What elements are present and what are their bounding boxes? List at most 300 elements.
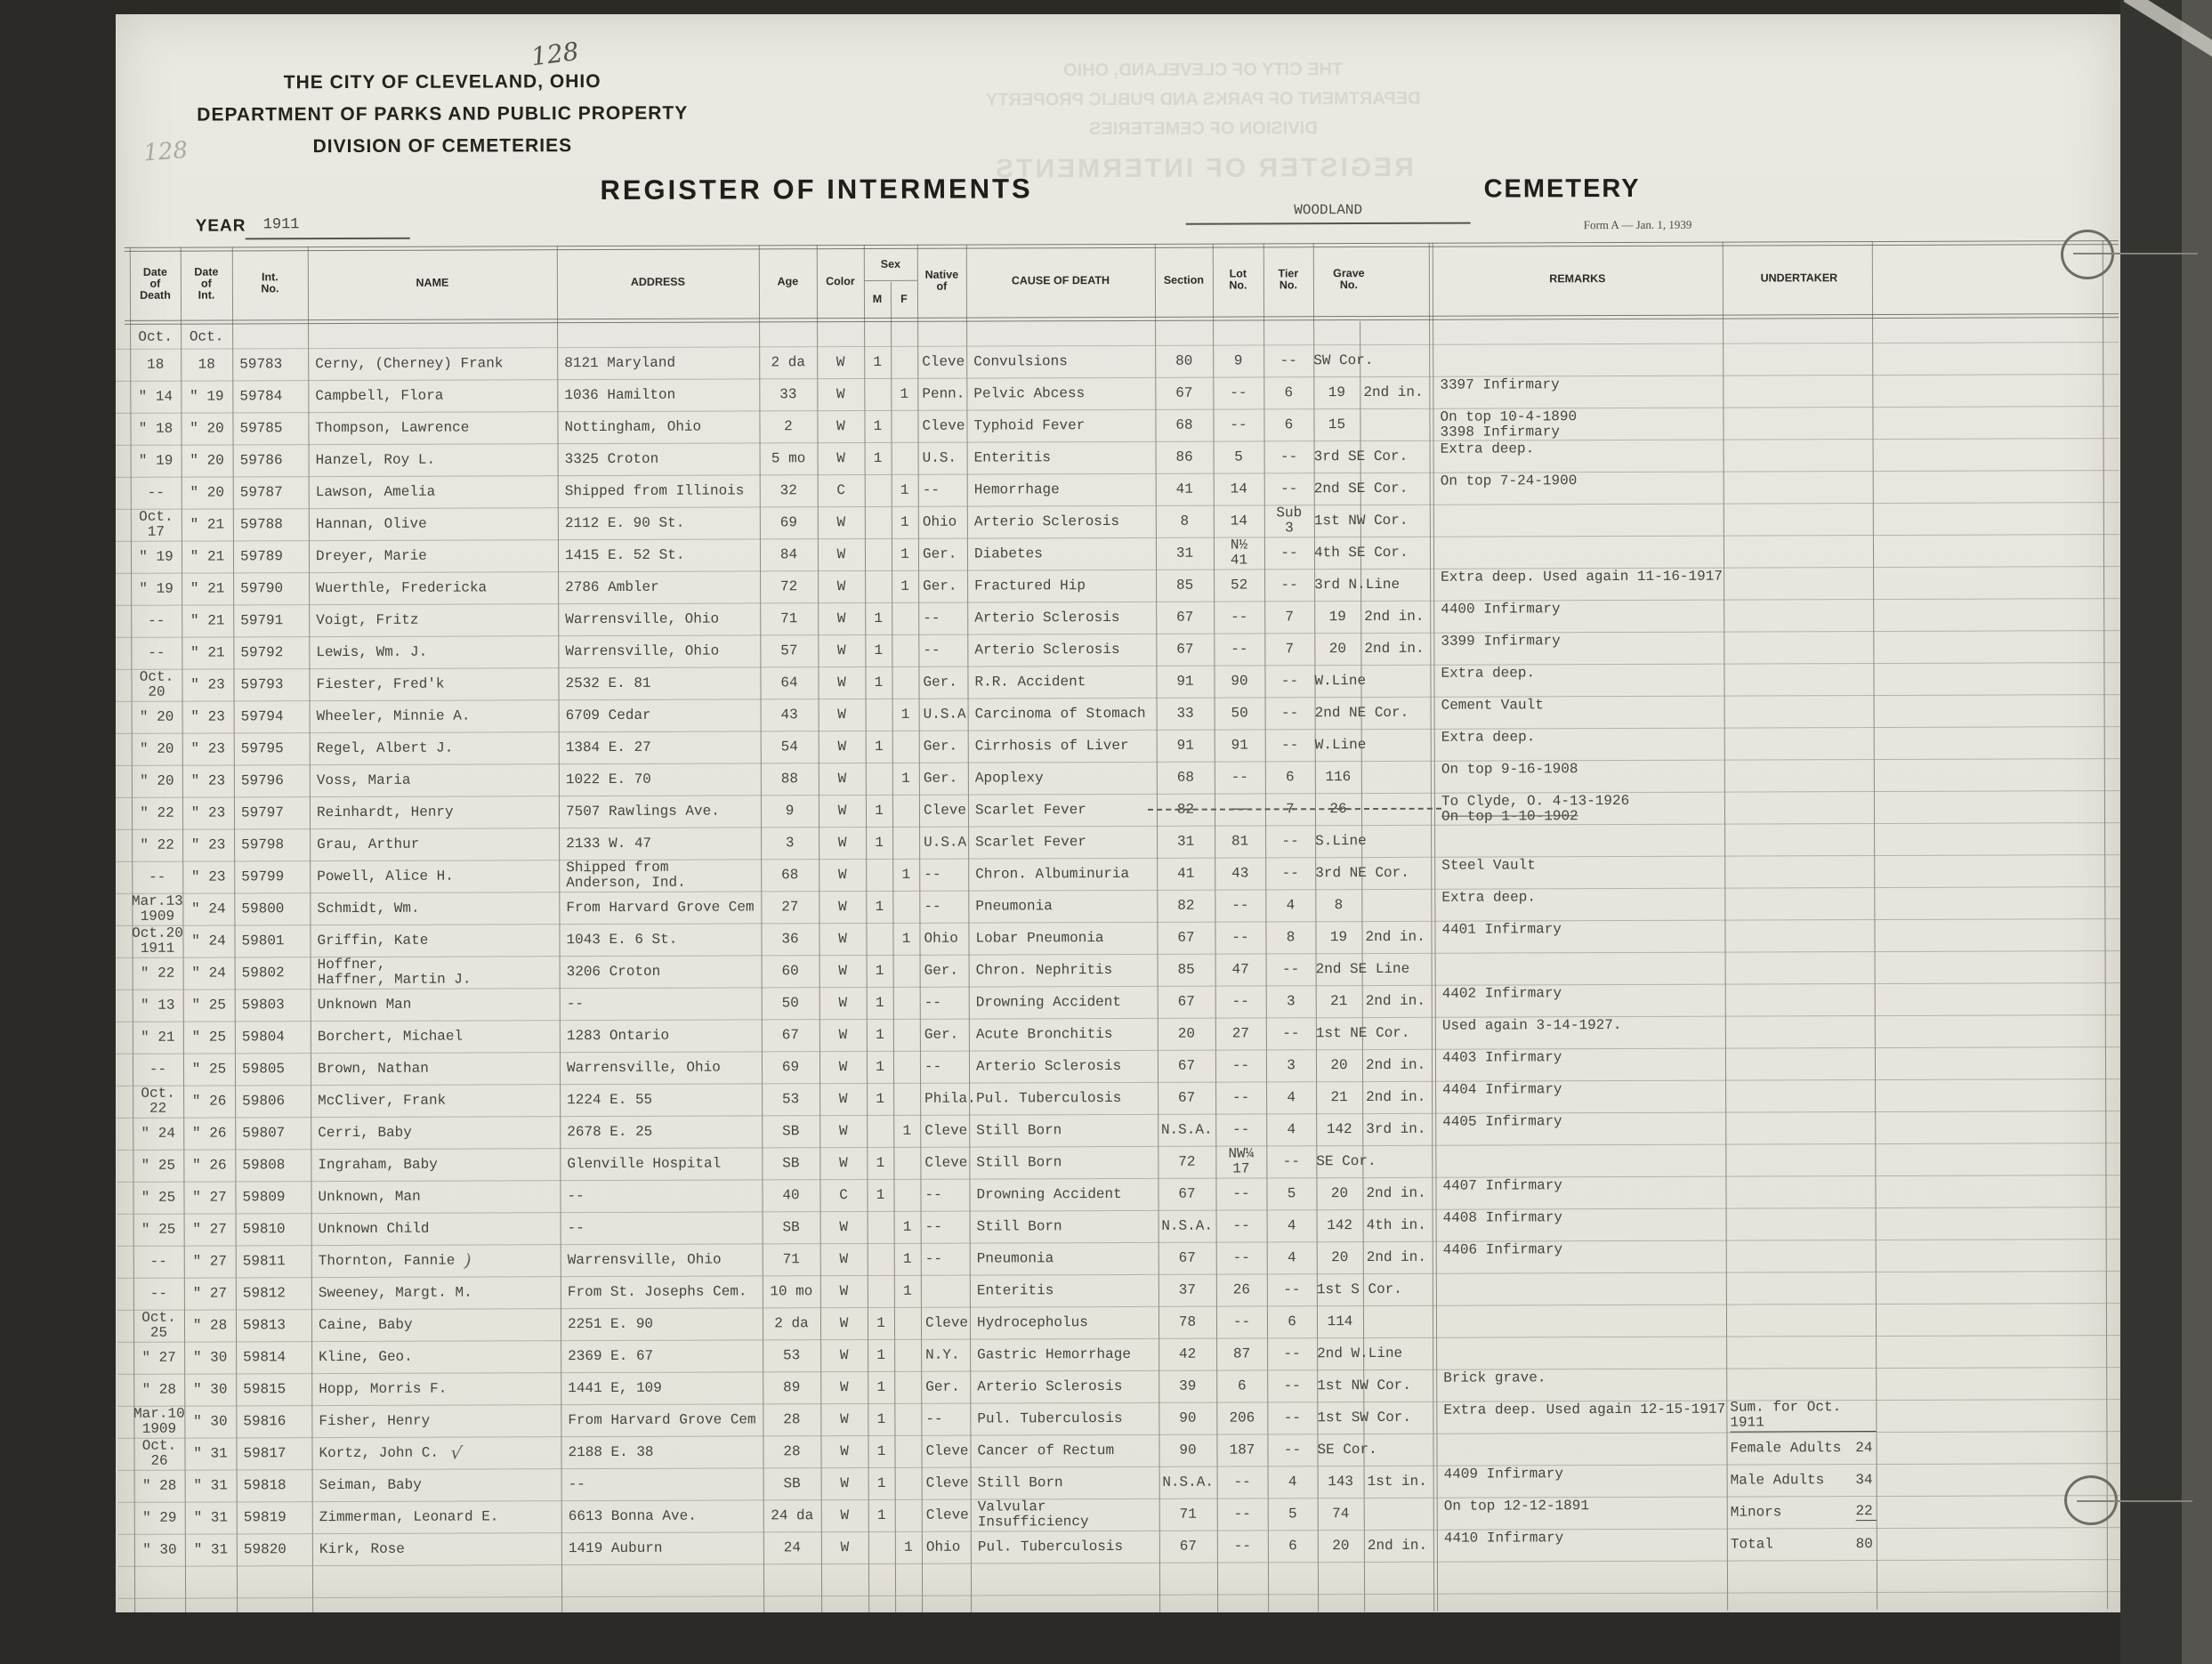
cell-date-of-interment: " 31: [193, 1476, 228, 1494]
cell-address: Warrensville, Ohio: [567, 1251, 722, 1268]
cell-cause-of-death: Scarlet Fever: [975, 833, 1086, 851]
cell-section: 67: [1178, 1249, 1196, 1266]
cell-section: 78: [1178, 1313, 1197, 1330]
cell-section: 68: [1176, 769, 1194, 786]
cell-date-of-interment: " 21: [190, 644, 225, 661]
cell-date-of-interment: " 25: [191, 1029, 227, 1046]
cell-native-of: Ger.: [923, 674, 957, 691]
cell-remarks: [1441, 728, 1724, 763]
cell-cause-of-death: Apoplexy: [974, 769, 1044, 787]
cell-age: 10 mo: [770, 1282, 813, 1299]
cell-sex-male: 1: [874, 642, 884, 658]
cell-color: W: [838, 1122, 848, 1139]
cell-undertaker: [1730, 1432, 1876, 1465]
cell-native-of: Cleve: [923, 802, 967, 819]
cell-address: 6613 Bonna Ave.: [568, 1507, 697, 1524]
cell-date-of-interment: " 25: [191, 1061, 227, 1078]
empty-ruled-row: [118, 1559, 2120, 1599]
cell-name: Zimmerman, Leonard E.: [319, 1507, 499, 1525]
cell-grave-note: 2nd in.: [1364, 640, 1425, 657]
cell-native-of: --: [924, 994, 941, 1011]
cell-lot-number: --: [1231, 1088, 1250, 1106]
cell-date-of-death: Oct. 22: [141, 1085, 175, 1117]
cell-date-of-death: " 28: [141, 1477, 177, 1494]
cell-native-of: Ohio: [924, 930, 958, 947]
cell-tier-number: 7: [1286, 800, 1295, 817]
remarks-line: 4404 Infirmary: [1442, 1081, 1562, 1098]
cell-name: Ingraham, Baby: [318, 1156, 438, 1173]
cell-date-of-death: " 22: [140, 836, 174, 853]
cell-native-of: --: [925, 1410, 943, 1427]
summary-label: Total: [1730, 1535, 1773, 1553]
col-header-sex-f: F: [900, 292, 908, 305]
cell-address: Warrensville, Ohio: [565, 642, 720, 659]
cell-cause-of-death: Diabetes: [973, 545, 1043, 562]
cell-grave-number: SW Cor.: [1313, 351, 1374, 368]
cell-remarks: [1441, 696, 1724, 731]
cell-lot-number: --: [1232, 1120, 1250, 1138]
handwritten-sheet-number-faint: 128: [142, 136, 190, 167]
cell-remarks: [1442, 1112, 1725, 1147]
cell-color: W: [836, 513, 846, 530]
handwritten-check-mark: √: [449, 1441, 464, 1464]
cell-age: 69: [779, 513, 797, 530]
cell-name: Kirk, Rose: [319, 1540, 405, 1557]
cell-color: W: [840, 1539, 850, 1555]
cell-grave-number: W.Line: [1314, 736, 1367, 753]
cell-grave-note: 2nd in.: [1366, 1184, 1426, 1201]
cell-grave-number: 19: [1329, 928, 1348, 945]
cell-age: 3: [785, 834, 795, 851]
cell-grave-number: 3rd NE Cor.: [1315, 864, 1409, 881]
cell-date-of-death: " 20: [140, 772, 174, 789]
cell-cause-of-death: Arterio Sclerosis: [973, 513, 1120, 530]
cell-lot-number: --: [1233, 1505, 1251, 1523]
summary-label: Male Adults: [1730, 1471, 1825, 1489]
cell-sex-male: 1: [873, 449, 883, 466]
cell-remarks: [1441, 792, 1724, 827]
cell-grave-note: 2nd in.: [1365, 928, 1425, 945]
cell-lot-number: 47: [1231, 960, 1249, 978]
cell-date-of-death: " 13: [141, 997, 175, 1014]
cell-sex-male: 1: [875, 898, 884, 915]
cell-date-of-death: " 27: [141, 1349, 176, 1366]
remarks-line: On top 7-24-1900: [1440, 473, 1578, 489]
cell-sex-male: 1: [875, 834, 884, 851]
cell-age: 53: [781, 1090, 800, 1107]
cell-lot-number: 50: [1231, 704, 1248, 722]
cell-cause-of-death: Arterio Sclerosis: [977, 1377, 1123, 1395]
bleed-line: THE CITY OF CLEVELAND, OHIO: [1063, 60, 1344, 81]
cell-cause-of-death: Convulsions: [973, 352, 1068, 370]
cell-address: 3325 Croton: [564, 450, 659, 467]
cell-date-of-interment: " 28: [192, 1316, 228, 1334]
cell-grave-number: SE Cor.: [1317, 1441, 1377, 1458]
org-city-line: THE CITY OF CLEVELAND, OHIO: [283, 71, 601, 93]
cell-interment-number: 59818: [243, 1476, 287, 1493]
cell-cause-of-death: Carcinoma of Stomach: [974, 705, 1146, 723]
cell-name: Thornton, Fannie ): [318, 1248, 474, 1272]
cell-age: 54: [780, 738, 798, 755]
cell-remarks: [1442, 1016, 1725, 1051]
cell-grave-number: 4th SE Cor.: [1313, 544, 1409, 561]
cell-remarks: [1441, 856, 1724, 891]
cell-undertaker: [1730, 1400, 1876, 1433]
cell-date-of-death: " 30: [142, 1541, 177, 1558]
cell-interment-number: 59820: [243, 1540, 287, 1557]
cell-tier-number: --: [1280, 480, 1298, 497]
cell-cause-of-death: Pelvic Abcess: [973, 384, 1086, 402]
cell-lot-number: 5: [1234, 448, 1243, 465]
cell-cause-of-death: Still Born: [976, 1153, 1062, 1171]
cell-name: Wheeler, Minnie A.: [316, 707, 471, 724]
cell-remarks: [1441, 440, 1724, 474]
cell-cause-of-death: Pul. Tuberculosis: [976, 1089, 1122, 1107]
cell-name: Lewis, Wm. J.: [316, 643, 428, 660]
cell-interment-number: 59811: [242, 1252, 286, 1269]
cell-date-of-interment: " 24: [191, 901, 226, 917]
cell-section: 33: [1176, 705, 1194, 722]
cell-color: W: [839, 1346, 849, 1363]
cell-color: W: [838, 1058, 848, 1075]
cell-interment-number: 59816: [243, 1412, 287, 1429]
cell-color: W: [838, 898, 847, 915]
cell-interment-number: 59791: [240, 611, 284, 628]
cell-section: 8: [1180, 513, 1190, 529]
cell-date-of-death: --: [148, 644, 165, 661]
cell-lot-number: --: [1230, 416, 1247, 433]
cell-native-of: U.S.A: [923, 706, 966, 723]
summary-value: 34: [1855, 1471, 1873, 1488]
remarks-line: Extra deep.: [1441, 729, 1536, 746]
cell-sex-female: 1: [900, 385, 909, 402]
cell-date-of-death: Oct. 17: [139, 508, 174, 540]
remarks-line: 3398 Infirmary: [1440, 424, 1560, 440]
cell-grave-number: S.Line: [1315, 832, 1367, 849]
cell-interment-number: 59797: [240, 804, 285, 820]
cell-section: N.S.A.: [1160, 1121, 1213, 1138]
cell-grave-note: 2nd in.: [1366, 1248, 1426, 1265]
cell-date-of-death: Oct. 26: [141, 1437, 177, 1469]
cell-grave-number: 3rd SE Cor.: [1313, 448, 1409, 464]
cell-tier-number: 7: [1285, 640, 1295, 657]
cell-grave-number: 20: [1328, 640, 1346, 657]
cell-tier-number: 3: [1286, 992, 1296, 1009]
cell-color: W: [839, 1378, 849, 1395]
cell-age: 5 mo: [771, 449, 806, 466]
cell-grave-number: 114: [1327, 1313, 1353, 1329]
cell-color: W: [836, 610, 846, 626]
cell-sex-male: 1: [876, 1314, 885, 1331]
cell-section: 85: [1177, 961, 1195, 978]
cell-name: Hoffner, Haffner, Martin J.: [317, 956, 472, 989]
cell-tier-number: --: [1282, 1024, 1300, 1041]
col-header-dd: Date of Death: [140, 265, 171, 302]
cell-cause-of-death: Drowning Accident: [976, 1185, 1122, 1203]
cell-grave-number: SE Cor.: [1316, 1152, 1376, 1169]
cell-date-of-death: " 28: [141, 1381, 176, 1398]
cell-tier-number: 6: [1286, 768, 1295, 785]
cell-section: N.S.A.: [1162, 1474, 1214, 1490]
cell-grave-number: 142: [1327, 1216, 1353, 1233]
cell-cause-of-death: Scarlet Fever: [974, 801, 1086, 819]
cell-lot-number: --: [1232, 1313, 1251, 1330]
cell-name: Kortz, John C. √: [319, 1441, 464, 1464]
cell-section: 67: [1176, 609, 1194, 626]
cell-age: 71: [782, 1250, 800, 1267]
cell-remarks: [1443, 1369, 1726, 1403]
cell-sex-male: 1: [874, 610, 884, 626]
cell-sex-female: 1: [902, 1122, 912, 1139]
cell-cause-of-death: Still Born: [976, 1217, 1062, 1235]
cell-grave-number: 2nd SE Line: [1315, 960, 1410, 977]
cell-lot-number: 187: [1229, 1441, 1255, 1458]
cell-sex-male: 1: [873, 417, 883, 434]
cell-address: 2133 W. 47: [566, 835, 652, 852]
cell-name: Kline, Geo.: [319, 1348, 413, 1365]
cell-color: W: [836, 353, 845, 370]
page-title: REGISTER OF INTERMENTS: [600, 173, 1033, 206]
cell-native-of: --: [924, 898, 941, 915]
cell-date-of-death: Oct. 20: [139, 668, 174, 700]
cell-undertaker: [1731, 1464, 1877, 1497]
cell-lot-number: --: [1232, 1216, 1250, 1234]
cell-age: 33: [779, 385, 797, 402]
cell-date-of-interment: " 30: [193, 1380, 228, 1398]
cell-grave-number: 143: [1328, 1473, 1354, 1490]
cell-native-of: Ger.: [924, 1026, 959, 1043]
cell-remarks: [1442, 1048, 1725, 1083]
cell-grave-number: 3rd N.Line: [1314, 576, 1401, 593]
cell-address: 1441 E, 109: [568, 1379, 662, 1396]
cell-lot-number: 6: [1237, 1377, 1247, 1394]
cell-date-of-death: Mar.10 1909: [133, 1405, 185, 1437]
cell-name: Reinhardt, Henry: [316, 804, 454, 820]
cell-tier-number: 4: [1287, 1248, 1296, 1265]
cell-native-of: U.S.: [922, 449, 957, 466]
cell-grave-note: 2nd in.: [1365, 1056, 1426, 1073]
cell-grave-number: 116: [1325, 768, 1352, 785]
cell-color: W: [836, 385, 845, 402]
summary-value: 24: [1855, 1439, 1873, 1456]
cell-interment-number: 59790: [240, 579, 284, 596]
cell-age: 9: [785, 802, 795, 819]
cell-address: 6709 Cedar: [565, 707, 651, 723]
cell-tier-number: 8: [1286, 928, 1296, 945]
cell-age: 32: [779, 481, 797, 498]
cell-tier-number: 6: [1284, 384, 1294, 400]
cell-color: W: [838, 962, 847, 979]
cell-sex-female: 1: [902, 1218, 912, 1235]
cell-date-of-interment: 18: [198, 356, 215, 373]
cell-grave-number: 21: [1330, 1088, 1348, 1105]
cell-name: Unknown Man: [317, 996, 412, 1013]
cell-address: Shipped from Illinois: [564, 481, 745, 499]
cell-remarks: [1441, 472, 1724, 506]
cell-tier-number: --: [1280, 704, 1299, 721]
cell-cause-of-death: Enteritis: [973, 448, 1052, 466]
cell-address: 2786 Ambler: [565, 578, 659, 595]
cell-tier-number: 6: [1288, 1537, 1297, 1554]
cell-date-of-interment: " 21: [190, 516, 225, 533]
remarks-line: On top 1-10-1902: [1441, 808, 1578, 825]
cell-grave-number: 20: [1330, 1056, 1348, 1073]
remarks-line: On top 10-4-1890: [1440, 408, 1578, 425]
cell-age: 27: [781, 898, 799, 915]
cell-interment-number: 59789: [239, 547, 284, 564]
cell-interment-number: 59809: [242, 1188, 286, 1205]
cell-section: 91: [1176, 737, 1194, 754]
cell-cause-of-death: Hemorrhage: [973, 481, 1060, 498]
cell-cause-of-death: Enteritis: [976, 1281, 1054, 1299]
cell-native-of: --: [924, 1186, 942, 1203]
handwritten-sheet-number: 128: [529, 36, 581, 72]
cell-date-of-death: " 22: [140, 804, 174, 821]
cell-color: W: [836, 449, 845, 466]
cell-month: Oct.: [138, 328, 173, 345]
cell-date-of-interment: " 20: [190, 452, 224, 469]
cell-native-of: Ger.: [924, 962, 959, 979]
cell-date-of-death: " 25: [141, 1157, 176, 1174]
cell-interment-number: 59813: [242, 1316, 287, 1333]
cell-interment-number: 59793: [240, 675, 284, 692]
cell-name: Cerri, Baby: [318, 1124, 412, 1141]
cell-date-of-death: --: [147, 484, 165, 501]
cell-address: From St. Josephs Cem.: [567, 1282, 747, 1300]
cell-native-of: Cleve: [922, 417, 965, 434]
cell-native-of: Cleve: [922, 353, 965, 370]
cell-section: N.S.A.: [1161, 1217, 1213, 1234]
cell-age: 68: [781, 866, 799, 883]
cell-tier-number: --: [1281, 960, 1300, 977]
cell-grave-note: 2nd in.: [1363, 384, 1424, 400]
cell-tier-number: --: [1281, 864, 1299, 881]
cell-lot-number: --: [1232, 1248, 1250, 1266]
cell-age: 64: [780, 674, 798, 691]
cell-cause-of-death: Pneumonia: [975, 897, 1053, 915]
cell-tier-number: 4: [1286, 896, 1296, 913]
cell-address: 2369 E. 67: [568, 1347, 654, 1364]
cell-grave-number: 8: [1334, 896, 1344, 913]
cell-color: W: [839, 1250, 849, 1267]
cell-address: Shipped from Anderson, Ind.: [566, 859, 686, 892]
cell-remarks: [1444, 1529, 1727, 1563]
col-header-grave: Grave No.: [1333, 267, 1365, 292]
cell-interment-number: 59795: [240, 739, 284, 756]
cell-age: 71: [780, 610, 798, 626]
cell-remarks: [1443, 1240, 1726, 1275]
org-department-line: DEPARTMENT OF PARKS AND PUBLIC PROPERTY: [197, 102, 689, 125]
cell-interment-number: 59788: [239, 515, 283, 532]
cell-interment-number: 59799: [241, 868, 285, 885]
cell-date-of-interment: " 27: [192, 1188, 227, 1206]
cell-color: W: [839, 1154, 848, 1171]
cell-lot-number: 27: [1231, 1024, 1249, 1042]
cell-address: From Harvard Grove Cem: [566, 898, 755, 916]
cell-lot-number: --: [1231, 896, 1249, 914]
cell-interment-number: 59812: [242, 1284, 286, 1301]
cell-native-of: Cleve: [924, 1122, 968, 1139]
cell-color: W: [837, 706, 846, 723]
cell-color: W: [839, 1218, 848, 1235]
col-header-tier: Tier No.: [1278, 267, 1299, 292]
cell-section: 41: [1175, 481, 1193, 497]
cell-name: Voigt, Fritz: [316, 611, 419, 628]
cell-date-of-interment: " 27: [192, 1252, 227, 1270]
cell-tier-number: 3: [1287, 1056, 1296, 1073]
cell-native-of: --: [924, 1058, 942, 1075]
cell-section: 82: [1177, 897, 1195, 914]
cell-tier-number: 4: [1287, 1216, 1296, 1233]
cell-lot-number: --: [1231, 800, 1249, 818]
cell-date-of-interment: " 21: [190, 548, 225, 565]
cell-sex-female: 1: [900, 578, 909, 594]
cell-name: Wuerthle, Fredericka: [316, 578, 488, 596]
cell-age: 43: [780, 706, 798, 723]
cell-interment-number: 59804: [241, 1028, 285, 1045]
scanner-dark-border: [2120, 0, 2182, 1664]
cell-section: 68: [1175, 416, 1193, 433]
cell-section: 67: [1178, 1185, 1196, 1202]
cell-section: 37: [1178, 1281, 1196, 1298]
cell-section: 90: [1179, 1410, 1197, 1426]
cell-address: 2678 E. 25: [567, 1123, 653, 1140]
cell-remarks: [1441, 568, 1724, 602]
remarks-line: On top 9-16-1908: [1441, 761, 1578, 778]
cell-remarks: [1442, 1176, 1725, 1211]
cell-address: 1224 E. 55: [567, 1091, 653, 1108]
col-header-name: NAME: [416, 276, 449, 289]
remarks-line: To Clyde, O. 4-13-1926: [1441, 792, 1630, 810]
cell-date-of-death: " 19: [139, 548, 174, 565]
cell-date-of-interment: " 20: [190, 484, 224, 501]
cell-tier-number: 6: [1288, 1313, 1296, 1329]
cell-tier-number: 6: [1284, 416, 1294, 432]
cell-native-of: Ger.: [923, 738, 958, 755]
col-header-undertaker: UNDERTAKER: [1760, 271, 1838, 284]
cell-lot-number: --: [1233, 1473, 1251, 1490]
cell-name: Unknown Child: [318, 1220, 430, 1237]
cell-age: 2: [784, 417, 793, 434]
cell-remarks: [1440, 376, 1723, 410]
sheet-content: [116, 14, 2120, 1612]
summary-value: 22: [1856, 1504, 1877, 1521]
cell-section: 31: [1176, 833, 1195, 850]
cell-color: W: [838, 1026, 848, 1043]
cell-grave-number: 1st S Cor.: [1316, 1280, 1402, 1297]
col-header-native: Native of: [924, 268, 959, 293]
remarks-line: 4405 Infirmary: [1442, 1113, 1562, 1130]
cell-lot-number: 206: [1229, 1409, 1255, 1426]
cell-tier-number: --: [1280, 544, 1298, 561]
cell-address: --: [566, 995, 584, 1012]
cell-native-of: Cleve: [925, 1474, 969, 1491]
cell-tier-number: --: [1283, 1377, 1301, 1393]
cell-native-of: --: [924, 1218, 942, 1235]
cell-section: 20: [1177, 1025, 1195, 1042]
cell-age: 28: [783, 1442, 801, 1459]
cell-cause-of-death: Drowning Accident: [975, 993, 1122, 1011]
bleed-line: DEPARTMENT OF PARKS AND PUBLIC PROPERTY: [985, 88, 1421, 110]
cell-grave-number: 21: [1330, 992, 1348, 1009]
cell-cause-of-death: Cancer of Rectum: [977, 1442, 1115, 1459]
cell-remarks: [1441, 760, 1724, 795]
cell-age: 28: [783, 1410, 801, 1427]
cell-date-of-death: --: [148, 612, 165, 629]
scanner-outer-strip: [2182, 0, 2212, 1664]
cell-interment-number: 59796: [240, 771, 284, 788]
cell-color: C: [839, 1186, 848, 1203]
